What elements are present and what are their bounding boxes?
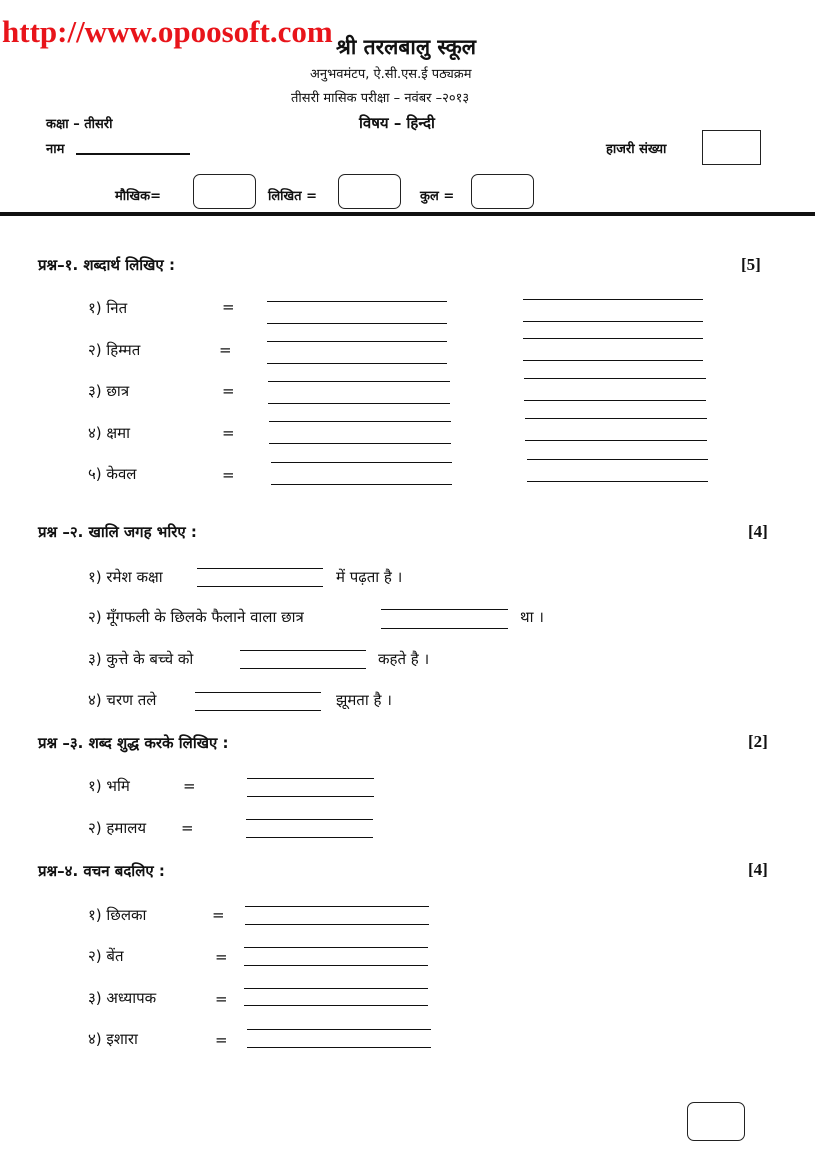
written-label: लिखित = (268, 189, 318, 204)
roll-number-label: हाजरी संख्या (606, 142, 667, 157)
q1-item-5: ५) केवल (88, 465, 137, 483)
blank-line[interactable] (197, 568, 323, 569)
answer-line[interactable] (525, 418, 707, 419)
oral-label: मौखिक= (115, 189, 162, 204)
answer-line[interactable] (247, 1047, 431, 1048)
curriculum-line: अनुभवमंटप, ऐ.सी.एस.ई पठ्यक्रम (310, 67, 472, 82)
q2-item-2-end: था । (520, 608, 544, 626)
question-1-marks: [5] (741, 255, 761, 274)
q2-item-1-end: में पढ़ता है । (336, 568, 403, 586)
answer-line[interactable] (246, 819, 373, 820)
total-marks-box[interactable] (471, 174, 534, 209)
answer-line[interactable] (267, 301, 447, 302)
q3-equals: = (181, 819, 194, 837)
exam-title: तीसरी मासिक परीक्षा – नवंबर –२०१३ (291, 91, 470, 106)
answer-line[interactable] (244, 988, 428, 989)
q1-item-1: १) नित (88, 299, 128, 317)
class-label: कक्षा – तीसरी (46, 117, 113, 132)
q1-item-3: ३) छात्र (88, 382, 130, 400)
question-3-title: प्रश्न –३. शब्द शुद्ध करके लिखिए : (38, 734, 229, 752)
question-4-marks: [4] (748, 860, 768, 879)
answer-line[interactable] (527, 481, 708, 482)
q4-equals: = (215, 990, 228, 1008)
blank-line[interactable] (197, 586, 323, 587)
q1-equals: = (222, 298, 235, 316)
question-2-marks: [4] (748, 522, 768, 541)
answer-line[interactable] (527, 459, 708, 460)
subject-label: विषय – हिन्दी (359, 114, 435, 132)
answer-line[interactable] (267, 341, 447, 342)
answer-line[interactable] (246, 837, 373, 838)
q2-item-2-text: २) मूँगफली के छिलके फैलाने वाला छात्र (88, 608, 304, 626)
blank-line[interactable] (240, 668, 366, 669)
blank-line[interactable] (381, 609, 508, 610)
q3-item-1: १) भमि (88, 777, 130, 795)
answer-line[interactable] (524, 378, 706, 379)
q1-equals: = (222, 424, 235, 442)
name-field[interactable] (76, 153, 190, 155)
school-name: श्री तरलबालु स्कूल (336, 35, 476, 59)
q2-item-4-text: ४) चरण तले (88, 691, 157, 709)
q1-equals: = (219, 341, 232, 359)
q2-item-3-end: कहते है । (378, 650, 430, 668)
page-score-box[interactable] (687, 1102, 745, 1141)
answer-line[interactable] (267, 363, 447, 364)
q4-item-4: ४) इशारा (88, 1030, 138, 1048)
answer-line[interactable] (524, 400, 706, 401)
q2-item-3-text: ३) कुत्ते के बच्चे को (88, 650, 194, 668)
answer-line[interactable] (271, 462, 452, 463)
blank-line[interactable] (381, 628, 508, 629)
q1-item-2: २) हिम्मत (88, 341, 141, 359)
watermark-url: http://www.opoosoft.com (2, 14, 333, 49)
q4-equals: = (212, 906, 225, 924)
q3-equals: = (183, 777, 196, 795)
question-3-marks: [2] (748, 732, 768, 751)
answer-line[interactable] (268, 403, 450, 404)
answer-line[interactable] (523, 321, 703, 322)
q1-item-4: ४) क्षमा (88, 424, 131, 442)
header-divider (0, 212, 815, 216)
name-label: नाम (46, 142, 65, 157)
question-1-title: प्रश्न–१. शब्दार्थ लिखिए : (38, 256, 175, 274)
roll-number-box[interactable] (702, 130, 761, 165)
answer-line[interactable] (245, 924, 429, 925)
answer-line[interactable] (247, 778, 374, 779)
q4-equals: = (215, 1031, 228, 1049)
answer-line[interactable] (247, 796, 374, 797)
q1-equals: = (222, 466, 235, 484)
answer-line[interactable] (525, 440, 707, 441)
q2-item-1-text: १) रमेश कक्षा (88, 568, 163, 586)
answer-line[interactable] (244, 947, 428, 948)
answer-line[interactable] (523, 299, 703, 300)
total-label: कुल = (420, 189, 455, 204)
written-marks-box[interactable] (338, 174, 401, 209)
answer-line[interactable] (271, 484, 452, 485)
answer-line[interactable] (269, 443, 451, 444)
answer-line[interactable] (244, 965, 428, 966)
blank-line[interactable] (195, 692, 321, 693)
q4-item-2: २) बेंत (88, 947, 124, 965)
answer-line[interactable] (268, 381, 450, 382)
answer-line[interactable] (267, 323, 447, 324)
q3-item-2: २) हमालय (88, 819, 147, 837)
blank-line[interactable] (195, 710, 321, 711)
question-2-title: प्रश्न –२. खालि जगह भरिए : (38, 523, 197, 541)
blank-line[interactable] (240, 650, 366, 651)
answer-line[interactable] (245, 906, 429, 907)
answer-line[interactable] (247, 1029, 431, 1030)
answer-line[interactable] (523, 360, 703, 361)
answer-line[interactable] (523, 338, 703, 339)
q4-item-1: १) छिलका (88, 906, 147, 924)
q4-item-3: ३) अध्यापक (88, 989, 157, 1007)
q4-equals: = (215, 948, 228, 966)
q1-equals: = (222, 382, 235, 400)
answer-line[interactable] (244, 1005, 428, 1006)
question-4-title: प्रश्न–४. वचन बदलिए : (38, 862, 165, 880)
oral-marks-box[interactable] (193, 174, 256, 209)
q2-item-4-end: झूमता है । (336, 691, 392, 709)
answer-line[interactable] (269, 421, 451, 422)
